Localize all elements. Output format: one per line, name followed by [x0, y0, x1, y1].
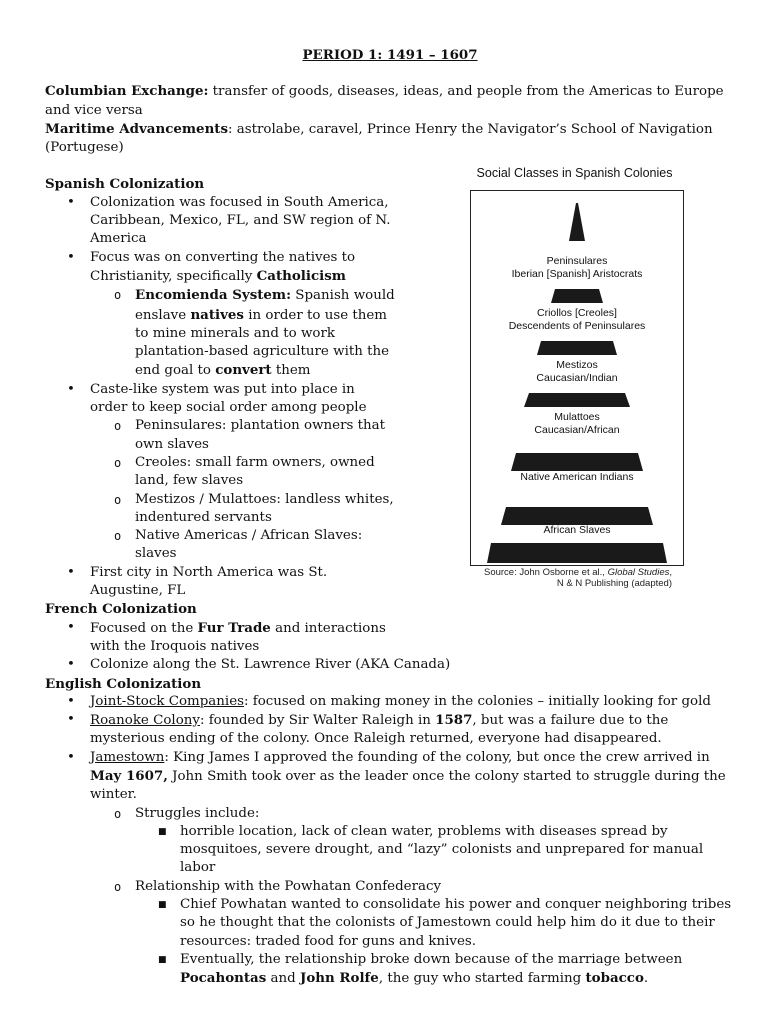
list-item-bold: tobacco	[585, 970, 644, 987]
bullet-icon: •	[67, 381, 75, 397]
list-item-text: First city in North America was St. Augustine, FL	[90, 564, 328, 599]
square-bullet-icon: ■	[158, 954, 167, 965]
list-item-bold: natives	[190, 306, 244, 323]
french-colonization-heading: French Colonization	[45, 601, 197, 618]
page-title: PERIOD 1: 1491 – 1607	[302, 47, 478, 63]
list-item-bold: Catholicism	[256, 267, 346, 284]
figure-source	[462, 567, 672, 589]
list-item-text: and interactions with the Iroquois natives	[90, 620, 386, 654]
tier-label-line: African Slaves	[543, 524, 611, 536]
list-item-text: , the guy who started farming	[378, 971, 586, 987]
list-item	[45, 381, 395, 418]
source-text: ,	[669, 567, 672, 578]
circle-bullet-icon: o	[114, 806, 122, 821]
pyramid-band	[551, 289, 603, 303]
spanish-colonization-heading: Spanish Colonization	[45, 176, 205, 193]
spanish-colonization-section	[45, 175, 395, 656]
list-item	[45, 286, 395, 380]
figure-title: Social Classes in Spanish Colonies	[476, 166, 673, 180]
pyramid-band	[569, 203, 585, 241]
list-item	[45, 249, 395, 287]
circle-bullet-icon: o	[114, 879, 122, 894]
list-item	[45, 711, 735, 749]
list-item	[45, 805, 735, 823]
list-item-text: them	[271, 363, 311, 379]
english-colonization-heading: English Colonization	[45, 675, 202, 692]
bullet-icon: •	[67, 712, 75, 728]
jamestown-term: Jamestown	[90, 749, 165, 765]
list-item-text: : King James I approved the founding of the colony, but once the crew arrived in	[164, 749, 710, 765]
list-item	[45, 417, 395, 454]
pyramid-band	[524, 393, 630, 407]
list-item-text: Creoles: small farm owners, owned land, few slaves	[135, 454, 375, 489]
list-item-bold: Fur Trade	[197, 619, 271, 636]
list-item-text: Native Americas / African Slaves: slaves	[135, 528, 363, 562]
list-item-text: Focused on the	[90, 620, 198, 636]
list-item	[45, 951, 735, 989]
source-text: Source: John Osborne et al.,	[483, 567, 608, 578]
circle-bullet-icon: o	[114, 455, 122, 470]
list-item-text: John Smith took over as the leader once the colony started to struggle during the winter.	[90, 768, 726, 803]
list-item-text: : founded by Sir Walter Raleigh in	[199, 713, 436, 729]
list-item	[45, 491, 395, 528]
roanoke-term: Roanoke Colony	[90, 713, 200, 729]
pyramid-band	[487, 543, 667, 563]
joint-stock-term: Joint-Stock Companies	[90, 693, 244, 709]
list-item-bold: 1587	[435, 712, 473, 729]
tier-label-line: Mestizos	[556, 359, 598, 371]
bullet-icon: •	[67, 564, 75, 580]
pyramid-band	[501, 507, 653, 525]
french-colonization-list-wide	[45, 656, 735, 674]
list-item-bold: Pocahontas	[180, 970, 267, 987]
figure-frame	[470, 190, 684, 566]
circle-bullet-icon: o	[114, 288, 122, 303]
tier-label-line: Caucasian/African	[534, 423, 620, 436]
tier-label-peninsulares	[471, 255, 683, 280]
bullet-icon: •	[67, 657, 75, 673]
tier-label-line: Mulattoes	[554, 411, 600, 423]
pyramid-band	[537, 341, 617, 355]
bullet-icon: •	[67, 619, 75, 635]
tier-label-line: Caucasian/Indian	[536, 371, 618, 384]
list-item-text: Struggles include:	[135, 805, 260, 821]
maritime-advancements-definition	[45, 120, 735, 158]
list-item	[45, 527, 395, 564]
list-item-text: Colonization was focused in South America, Caribbean, Mexico, FL, and SW region of N. America	[90, 194, 391, 247]
source-publisher: N & N Publishing (adapted)	[556, 578, 672, 589]
circle-bullet-icon: o	[114, 492, 122, 507]
columbian-exchange-text: transfer of goods, diseases, ideas, and people from the Americas to Europe and vice versa	[45, 84, 724, 118]
maritime-advancements-term: Maritime Advancements	[45, 120, 229, 137]
columbian-exchange-definition	[45, 82, 735, 120]
english-colonization-section	[45, 675, 735, 989]
list-item-text: Focus was on converting the natives to Christianity, specifically	[90, 249, 356, 284]
encomienda-term: Encomienda System:	[135, 287, 292, 304]
tier-label-line: Iberian [Spanish] Aristocrats	[511, 267, 643, 280]
square-bullet-icon: ■	[158, 826, 167, 837]
bullet-icon: •	[67, 693, 75, 709]
list-item-text: , but was a failure due to the mysterious ending of the colony. Once Raleigh returned, everyone had disappeared.	[90, 713, 669, 747]
circle-bullet-icon: o	[114, 419, 122, 434]
circle-bullet-icon: o	[114, 529, 122, 544]
tier-label-line: Native American Indians	[520, 471, 634, 483]
list-item-text: .	[643, 971, 649, 987]
tier-label-line: Descendents of Peninsulares	[508, 319, 646, 332]
maritime-advancements-text: : astrolabe, caravel, Prince Henry the Navigator’s School of Navigation (Portugese)	[45, 121, 713, 156]
list-item-bold: May 1607,	[90, 767, 168, 784]
list-item-bold: John Rolfe	[299, 970, 379, 987]
source-italic: Global Studies	[607, 567, 670, 578]
list-item-text: Mestizos / Mulattoes: landless whites, indentured servants	[135, 491, 394, 525]
list-item	[45, 619, 395, 657]
list-item-text: Relationship with the Powhatan Confederacy	[135, 878, 442, 894]
list-item-text: Chief Powhatan wanted to consolidate his power and conquer neighboring tribes so he thought that the colonists of Jamestown could help him do it due to their resources: traded food for guns and knives.	[180, 897, 732, 949]
list-item	[45, 896, 735, 951]
tier-label-line: Peninsulares	[546, 255, 608, 267]
tier-label-mulattoes	[471, 411, 683, 436]
tier-label-line: Criollos [Creoles]	[537, 307, 617, 319]
list-item-text: horrible location, lack of clean water, problems with diseases spread by mosquitoes, severe drought, and “lazy” colonists and unprepared for manual labor	[180, 823, 704, 876]
list-item	[45, 749, 735, 805]
tier-label-native-american	[471, 471, 683, 484]
tier-label-african-slaves	[471, 524, 683, 537]
list-item	[45, 693, 735, 711]
list-item	[45, 823, 735, 878]
list-item-text: : focused on making money in the colonies – initially looking for gold	[244, 693, 711, 709]
columbian-exchange-term: Columbian Exchange:	[45, 83, 209, 100]
list-item	[45, 656, 735, 674]
list-item-text: Colonize along the St. Lawrence River (AKA Canada)	[90, 657, 451, 673]
bullet-icon: •	[67, 249, 75, 265]
square-bullet-icon: ■	[158, 900, 167, 911]
list-item	[45, 564, 395, 601]
list-item-text: and	[266, 971, 300, 987]
list-item-text: Caste-like system was put into place in order to keep social order among people	[90, 381, 367, 416]
list-item	[45, 454, 395, 491]
social-classes-figure	[462, 164, 687, 594]
list-item	[45, 878, 735, 896]
list-item-text: Spanish would enslave	[135, 288, 395, 323]
list-item-text: in order to use them to mine minerals and to work plantation-based agriculture with the end goal to	[135, 307, 390, 379]
list-item	[45, 194, 395, 249]
tier-label-mestizos	[471, 359, 683, 384]
list-item-bold: convert	[215, 362, 272, 379]
list-item-text: Eventually, the relationship broke down because of the marriage between	[180, 951, 683, 967]
tier-label-criollos	[471, 307, 683, 332]
bullet-icon: •	[67, 749, 75, 765]
bullet-icon: •	[67, 194, 75, 210]
list-item-text: Peninsulares: plantation owners that own slaves	[135, 418, 385, 452]
pyramid-band	[511, 453, 643, 471]
